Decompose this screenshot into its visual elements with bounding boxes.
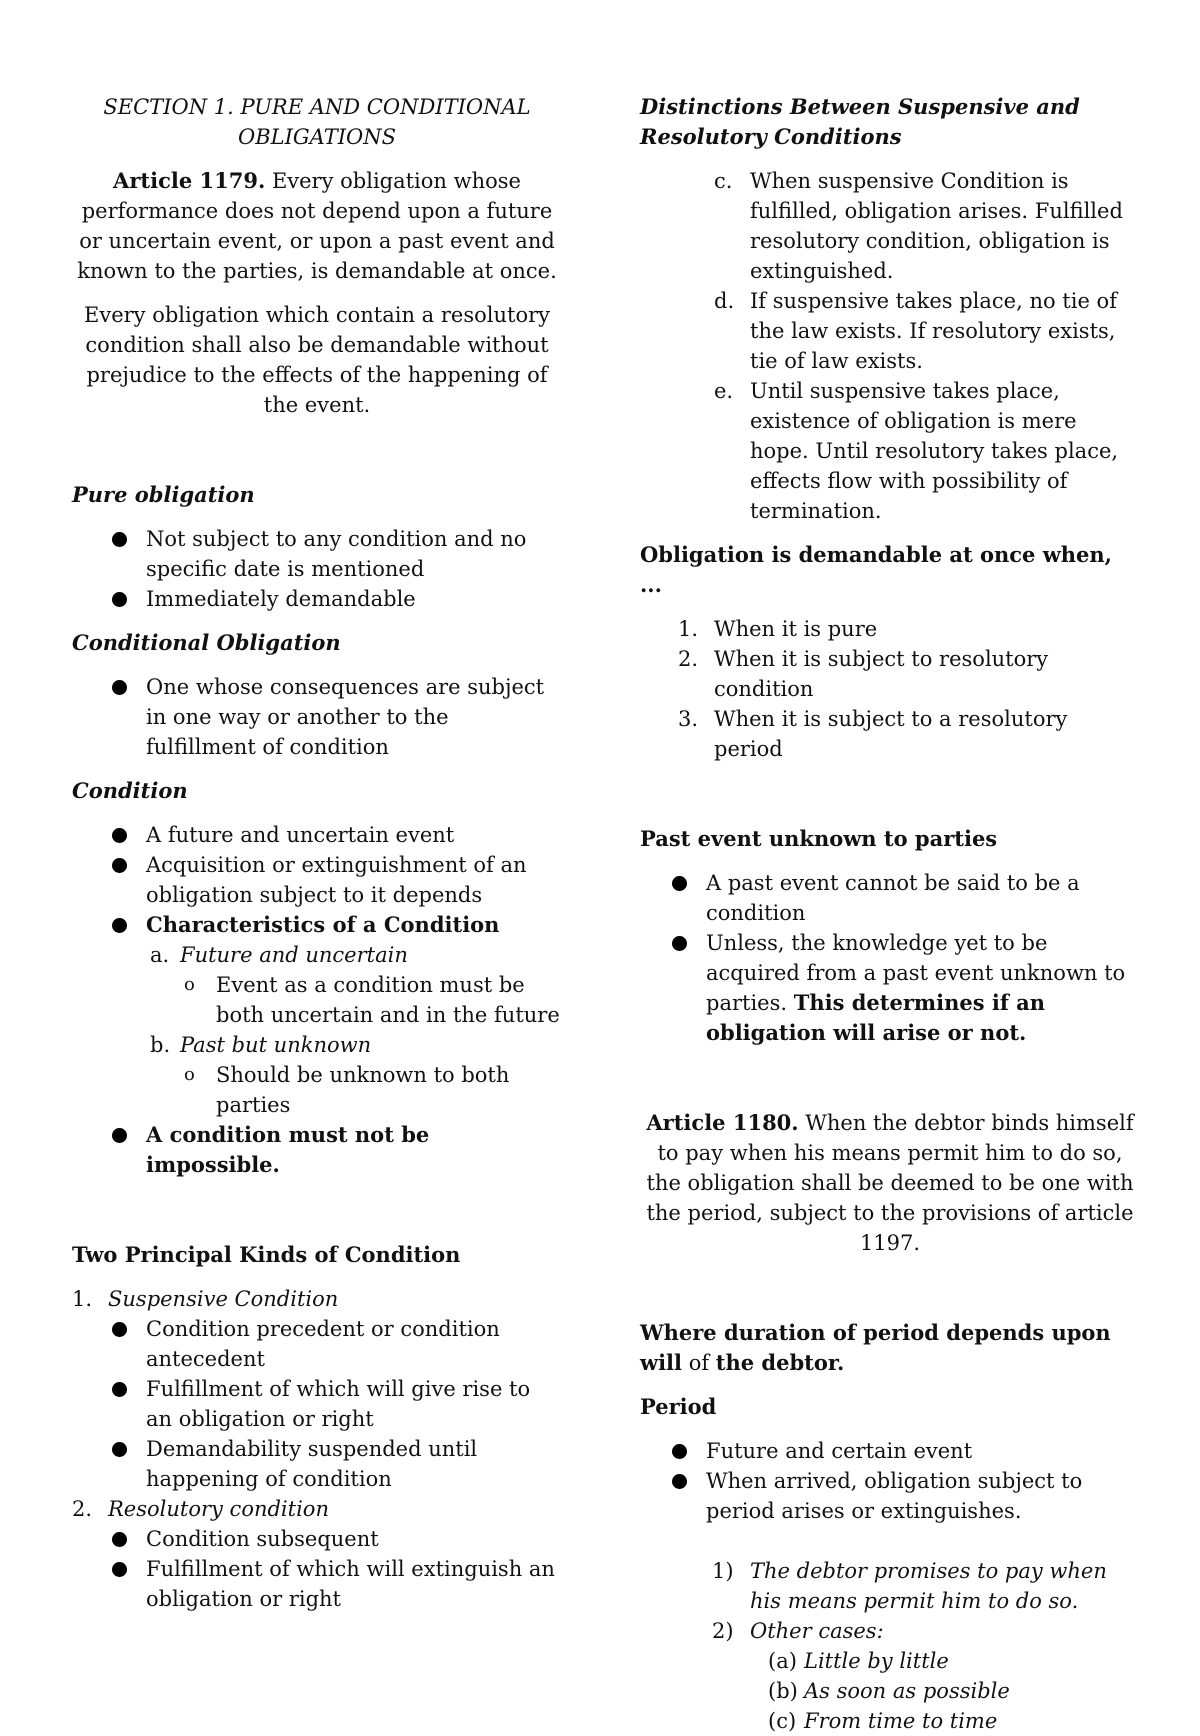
kind-suspensive: 1. Suspensive Condition xyxy=(72,1287,339,1311)
article-1180 xyxy=(640,1108,1140,1258)
list-item: d. If suspensive takes place, no tie of the law exists. If resolutory exists, tie of law exists. xyxy=(714,289,1117,373)
list-item: Acquisition or extinguishment of an obligation subject to it depends xyxy=(72,850,562,910)
list-item: Condition precedent or condition antecedent xyxy=(72,1314,562,1374)
list-item: Demandability suspended until happening of condition xyxy=(72,1434,562,1494)
condition-list-end xyxy=(72,1120,562,1180)
list-item xyxy=(72,910,562,940)
article-1179 xyxy=(72,166,562,286)
bullet-icon xyxy=(672,1444,687,1459)
list-item: Fulfillment of which will extinguish an obligation or right xyxy=(72,1554,562,1614)
list-item: 3. When it is subject to a resolutory period xyxy=(678,707,1068,761)
period-list xyxy=(640,1436,1140,1526)
list-item: (b) As soon as possible xyxy=(768,1679,1010,1703)
two-kinds-heading: Two Principal Kinds of Condition xyxy=(72,1242,461,1267)
list-item: 1. When it is pure xyxy=(678,617,878,641)
condition-list xyxy=(72,820,562,940)
list-item: Fulfillment of which will give rise to an obligation or right xyxy=(72,1374,562,1434)
list-item: Future and certain event xyxy=(640,1436,1140,1466)
period-heading: Period xyxy=(640,1394,717,1419)
kind-resolutory: 2. Resolutory condition xyxy=(72,1497,329,1521)
list-item: 2. When it is subject to resolutory condition xyxy=(678,647,1049,701)
characteristics-label: Characteristics of a Condition xyxy=(146,912,500,937)
right-column xyxy=(640,92,1140,1736)
bullet-icon xyxy=(112,918,127,933)
bullet-icon xyxy=(672,1474,687,1489)
list-item: (c) From time to time xyxy=(768,1709,998,1733)
bullet-icon xyxy=(672,876,687,891)
resolutory-list xyxy=(72,1524,562,1614)
section-title xyxy=(72,92,562,152)
article-1180-text: When the debtor binds himself to pay when his means permit him to do so, the obligation shall be deemed to be one with the period, subject to the provisions of article 1197. xyxy=(646,1111,1134,1255)
conditional-obligation-list xyxy=(72,672,562,762)
conditional-obligation-heading: Conditional Obligation xyxy=(72,630,341,655)
bullet-icon xyxy=(112,858,127,873)
bullet-icon xyxy=(112,1128,127,1143)
section-title-line-1: SECTION 1. PURE AND CONDITIONAL xyxy=(103,95,531,119)
condition-heading: Condition xyxy=(72,778,188,803)
duration-heading: Where duration of period depends upon will of the debtor. xyxy=(640,1320,1111,1375)
characteristic-b-detail: o Should be unknown to both parties xyxy=(184,1063,510,1117)
demandable-heading: Obligation is demandable at once when, ... xyxy=(640,542,1112,597)
bullet-icon xyxy=(112,828,127,843)
list-item: A condition must not be impossible. xyxy=(72,1120,562,1180)
bullet-icon xyxy=(112,532,127,547)
past-event-list xyxy=(640,868,1140,1048)
list-item: e. Until suspensive takes place, existence of obligation is mere hope. Until resolutory takes place, effects flow with possibility of termination. xyxy=(714,379,1119,523)
bullet-icon xyxy=(112,1532,127,1547)
characteristic-a-detail: o Event as a condition must be both uncertain and in the future xyxy=(184,973,560,1027)
article-1179-paragraph-2: Every obligation which contain a resolutory condition shall also be demandable without prejudice to the effects of the happening of the event. xyxy=(84,303,550,417)
list-item: One whose consequences are subject in one way or another to the fulfillment of condition xyxy=(72,672,562,762)
list-item: Not subject to any condition and no specific date is mentioned xyxy=(72,524,562,584)
list-item: A future and uncertain event xyxy=(72,820,562,850)
characteristic-b: b. Past but unknown xyxy=(150,1033,372,1057)
case-2: 2) Other cases: xyxy=(712,1619,884,1643)
bullet-icon xyxy=(112,592,127,607)
past-event-heading: Past event unknown to parties xyxy=(640,826,998,851)
pure-obligation-heading: Pure obligation xyxy=(72,482,255,507)
list-item: Immediately demandable xyxy=(72,584,562,614)
list-item: Condition subsequent xyxy=(72,1524,562,1554)
characteristic-a: a. Future and uncertain xyxy=(150,943,408,967)
case-1: 1) The debtor promises to pay when his means permit him to do so. xyxy=(712,1559,1107,1613)
bullet-icon xyxy=(112,1382,127,1397)
bullet-icon xyxy=(112,1562,127,1577)
list-item: Unless, the knowledge yet to be acquired from a past event unknown to parties. This determines if an obligation will arise or not. xyxy=(640,928,1140,1048)
bullet-icon xyxy=(672,936,687,951)
article-1179-text: Every obligation whose performance does not depend upon a future or uncertain event, or upon a past event and known to the parties, is demandable at once. xyxy=(77,169,557,283)
article-1180-label: Article 1180. xyxy=(646,1110,799,1135)
bullet-icon xyxy=(112,680,127,695)
bullet-icon xyxy=(112,1442,127,1457)
list-item: (a) Little by little xyxy=(768,1649,949,1673)
list-item: When arrived, obligation subject to period arises or extinguishes. xyxy=(640,1466,1140,1526)
pure-obligation-list xyxy=(72,524,562,614)
bullet-icon xyxy=(112,1322,127,1337)
list-item: c. When suspensive Condition is fulfilled, obligation arises. Fulfilled resolutory condition, obligation is extinguished. xyxy=(714,169,1123,283)
list-item: A past event cannot be said to be a condition xyxy=(640,868,1140,928)
section-title-line-2: OBLIGATIONS xyxy=(238,125,396,149)
article-1179-label: Article 1179. xyxy=(113,168,266,193)
left-column xyxy=(72,92,562,1614)
suspensive-list xyxy=(72,1314,562,1494)
distinctions-heading: Distinctions Between Suspensive and Resolutory Conditions xyxy=(640,94,1080,149)
